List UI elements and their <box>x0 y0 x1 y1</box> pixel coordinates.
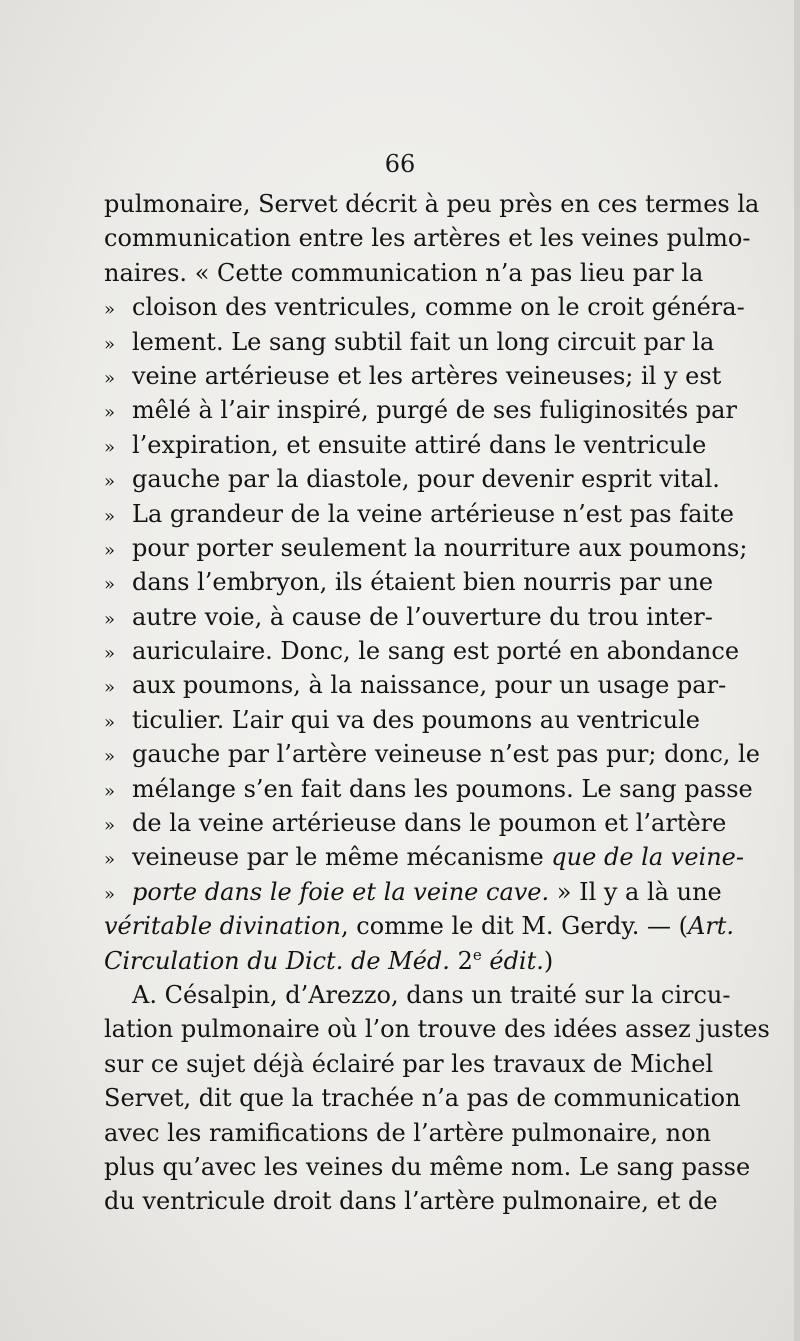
line-text: lation pulmonaire où l’on trouve des idées assez justes <box>104 1015 770 1044</box>
quote-mark: » <box>104 505 116 527</box>
quoted-line <box>104 875 722 909</box>
text-line <box>104 221 751 255</box>
line-text: sur ce sujet déjà éclairé par les travaux de Michel <box>104 1049 714 1078</box>
line-text: ) <box>543 946 554 975</box>
line-text: Servet, dit que la trachée n’a pas de communication <box>104 1084 741 1113</box>
quote-mark: » <box>104 849 116 871</box>
quoted-line <box>104 806 727 840</box>
quote-mark: » <box>104 780 116 802</box>
quoted-line <box>104 497 734 531</box>
quote-mark: » <box>104 711 116 733</box>
quote-mark: » <box>104 436 116 458</box>
quoted-line <box>104 600 713 634</box>
quoted-line <box>104 325 715 359</box>
quoted-line <box>104 531 748 565</box>
text-line <box>104 1116 711 1150</box>
quote-mark: » <box>104 677 116 699</box>
quote-mark: » <box>104 815 116 837</box>
text-line <box>104 256 704 290</box>
line-text: communication entre les artères et les veines pulmo- <box>104 224 751 253</box>
quote-mark: » <box>104 539 116 561</box>
line-text: » Il y a là une <box>549 877 722 906</box>
line-text: ticulier. L’air qui va des poumons au ventricule <box>132 705 700 734</box>
quoted-line <box>104 359 722 393</box>
line-text: veineuse par le même mécanisme <box>132 843 552 872</box>
text-line <box>104 1012 770 1046</box>
text-line <box>104 1081 741 1115</box>
quote-mark: » <box>104 402 116 424</box>
quoted-line <box>104 772 753 806</box>
quoted-line <box>104 668 727 702</box>
line-text: 2 <box>449 946 473 975</box>
line-text: pour porter seulement la nourriture aux poumons; <box>132 533 748 562</box>
line-text: lement. Le sang subtil fait un long circuit par la <box>132 327 715 356</box>
quote-mark: » <box>104 574 116 596</box>
quoted-line <box>104 634 740 668</box>
line-text: plus qu’avec les veines du même nom. Le sang passe <box>104 1152 751 1181</box>
line-text: aux poumons, à la naissance, pour un usage par- <box>132 671 727 700</box>
quote-mark: » <box>104 883 116 905</box>
quote-mark: » <box>104 746 116 768</box>
quoted-line <box>104 428 707 462</box>
quote-mark: » <box>104 367 116 389</box>
quoted-line <box>104 737 760 771</box>
line-text: naires. « Cette communication n’a pas lieu par la <box>104 258 704 287</box>
quoted-line <box>104 840 744 874</box>
text-line <box>104 1047 714 1081</box>
italic-text: véritable divination <box>104 912 341 941</box>
quoted-line <box>104 703 700 737</box>
body-text <box>104 187 770 1219</box>
line-text: de la veine artérieuse dans le poumon et l’artère <box>132 809 727 838</box>
quoted-line <box>104 290 745 324</box>
line-text: A. Césalpin, d’Arezzo, dans un traité sur la circu- <box>132 980 731 1009</box>
quote-mark: » <box>104 471 116 493</box>
line-text: , comme le dit M. Gerdy. — ( <box>341 912 688 941</box>
quoted-line <box>104 462 720 496</box>
italic-text: édit. <box>481 946 544 975</box>
text-line <box>104 909 735 943</box>
quote-mark: » <box>104 608 116 630</box>
line-text: gauche par l’artère veineuse n’est pas pur; donc, le <box>132 740 760 769</box>
text-line <box>104 1184 718 1218</box>
line-text: dans l’embryon, ils étaient bien nourris par une <box>132 568 714 597</box>
text-line <box>104 1150 751 1184</box>
italic-text: que de la veine- <box>551 843 744 872</box>
page-number: 66 <box>384 150 416 178</box>
quote-mark: » <box>104 299 116 321</box>
line-text: mélange s’en fait dans les poumons. Le sang passe <box>132 774 753 803</box>
quoted-line <box>104 393 737 427</box>
text-line <box>104 944 692 978</box>
line-text: cloison des ventricules, comme on le croit généra- <box>132 293 745 322</box>
italic-text: Circulation du Dict. de Méd. <box>104 946 450 975</box>
italic-text: porte dans le foie et la veine cave. <box>132 877 550 906</box>
line-text: autre voie, à cause de l’ouverture du trou inter- <box>132 602 713 631</box>
line-text: mêlé à l’air inspiré, purgé de ses fuliginosités par <box>132 396 737 425</box>
superscript: e <box>472 945 482 964</box>
text-line <box>104 187 760 221</box>
quote-mark: » <box>104 333 116 355</box>
line-text: La grandeur de la veine artérieuse n’est pas faite <box>132 499 734 528</box>
text-line <box>104 978 731 1012</box>
line-text: avec les ramifications de l’artère pulmonaire, non <box>104 1118 711 1147</box>
italic-text: Art. <box>687 912 735 941</box>
line-text: auriculaire. Donc, le sang est porté en abondance <box>132 637 740 666</box>
line-text: pulmonaire, Servet décrit à peu près en ces termes la <box>104 190 760 218</box>
quoted-line <box>104 565 714 599</box>
line-text: du ventricule droit dans l’artère pulmonaire, et de <box>104 1187 718 1216</box>
line-text: gauche par la diastole, pour devenir esprit vital. <box>132 465 720 494</box>
line-text: l’expiration, et ensuite attiré dans le ventricule <box>132 430 707 459</box>
quote-mark: » <box>104 643 116 665</box>
line-text: veine artérieuse et les artères veineuses; il y est <box>132 361 722 390</box>
